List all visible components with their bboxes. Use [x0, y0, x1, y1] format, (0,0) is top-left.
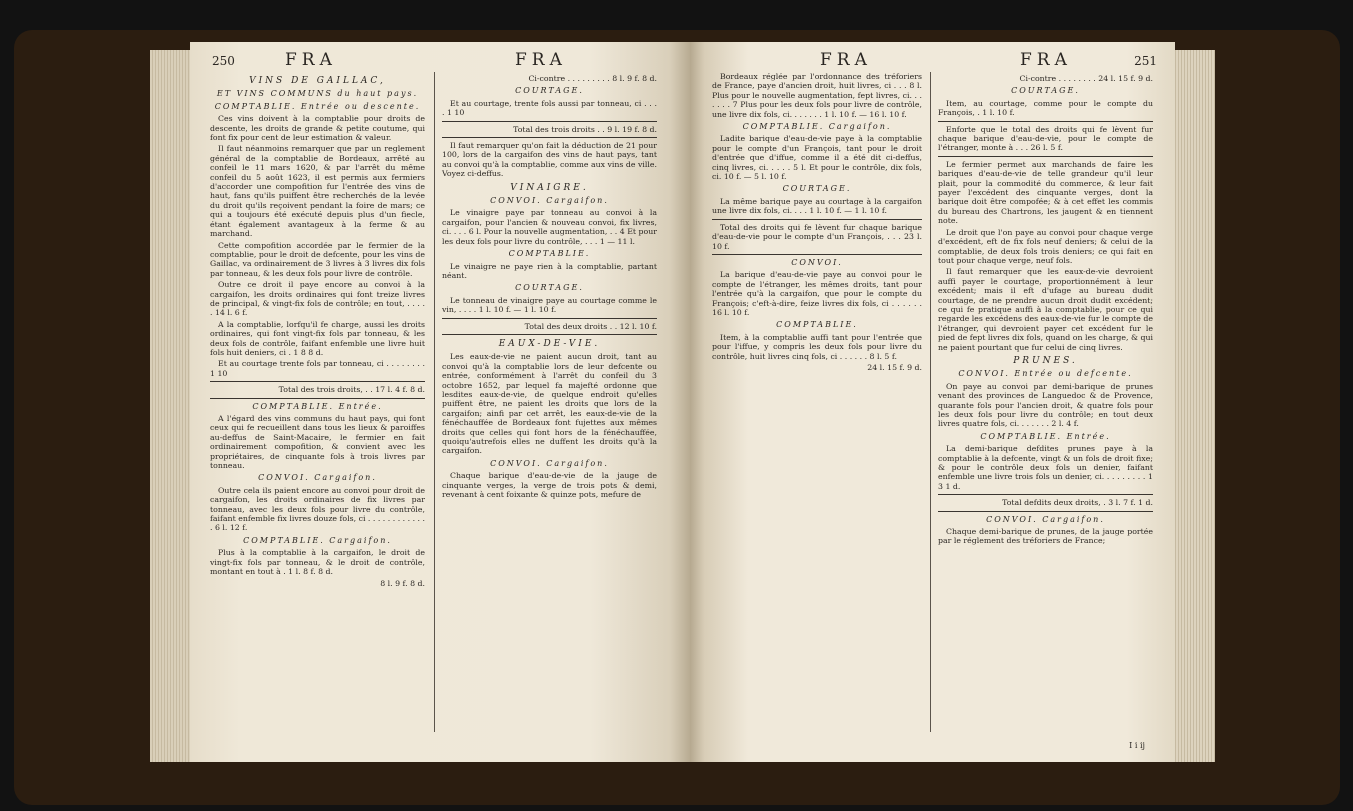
page-edges-left	[150, 50, 192, 762]
left-column-2	[442, 72, 657, 501]
section-subtitle: COMPTABLIE.	[776, 320, 858, 330]
paragraph: Bordeaux réglée par l'ordonnance des tréforiers de France, paye d'ancien droit, huit livres, ci . . . 8 l. Plus pour le nouvelle augmentation, fept livres, ci. . . . . . . 7 Plus pour les deux fols pour livre de contrôle, une livre dix fols, ci. . . . . . . 1 l. 10 f. — 16 l. 10 f.	[712, 72, 922, 119]
paragraph: Et au courtage trente fols par tonneau, ci . . . . . . . . 1 10	[210, 359, 425, 378]
running-head: FRA	[820, 50, 872, 70]
paragraph: Chaque barique d'eau-de-vie de la jauge de cinquante verges, la verge de trois pots & demi, revenant à cent foixante & quinze pots, mefure de	[442, 471, 657, 500]
rule	[938, 511, 1153, 512]
paragraph: Il faut remarquer qu'on fait la déduction de 21 pour 100, lors de la cargaifon des vins de haut pays, tant au convoi qu'à la comptablie, comme aux vins de ville. Voyez ci-deffus.	[442, 141, 657, 179]
section-subtitle: CONVOI. Cargaifon.	[258, 473, 377, 483]
section-subtitle: COURTAGE.	[515, 86, 584, 96]
section-subtitle: COMPTABLIE.	[508, 249, 591, 259]
paragraph: Chaque demi-barique de prunes, de la jauge portée par le réglement des tréforiers de France;	[938, 527, 1153, 546]
paragraph: Le vinaigre ne paye rien à la comptablie, partant néant.	[442, 261, 657, 280]
left-column-1	[210, 72, 425, 590]
paragraph: La même barique paye au courtage à la cargaifon une livre dix fols, ci. . . . 1 l. 10 f. — 1 l. 10 f.	[712, 196, 922, 216]
section-subtitle: COMPTABLIE. Cargaifon.	[742, 122, 892, 132]
paragraph: Le vinaigre paye par tonneau au convoi à la cargaifon, pour l'ancien & nouveau convoi, fix livres, ci. . . . 6 l. Pour la nouvelle augmentation, . . 4 Et pour les deux fols pour livre du contrôle, . . . 1 — 11 l.	[442, 208, 657, 246]
paragraph: Outre ce droit il paye encore au convoi à la cargaifon, les droits ordinaires qui font treize livres de principal, & vingt-fix fols de contrôle; en tout, . . . . . 14 l. 6 f.	[210, 280, 425, 318]
paragraph: Ladite barique d'eau-de-vie paye à la comptablie pour le compte d'un François, tant pour le droit d'entrée que d'iffue, comme il a été dit ci-deffus, cinq livres, ci. . . . . 5 l. Et pour le contrôle, dix fols, ci. 10 f. — 5 l. 10 f.	[712, 134, 922, 182]
total-line: 8 l. 9 f. 8 d.	[380, 578, 425, 588]
paragraph: A la comptablie, lorfqu'il fe charge, aussi les droits ordinaires, qui font vingt-fix fols par tonneau, & les deux fols de contrôle, faifant enfemble une livre huit fols huit deniers, ci . 1 8 8 d.	[210, 319, 425, 357]
rule	[442, 137, 657, 138]
paragraph: Cette compofition accordée par le fermier de la comptablie, pour le droit de defcente, pour les vins de Gaillac, va ordinairement de 3 livres à 3 livres dix fols par tonneau, & les deux fols pour livre de contrôle.	[210, 240, 425, 278]
paragraph: Il faut néanmoins remarquer que par un reglement général de la comptablie de Bordeaux, arrêté au confeil le 11 mars 1620, & par l'arrêt du même confeil du 5 août 1623, il est permis aux fermiers d'accorder une compofition fur l'entrée des vins de haut, fans qu'ils puiffent être recherchés de la levée du droit qu'ils reçoivent pendant la foire de mars; ce qui a toujours été exécuté depuis plus d'un fiecle, étant également avantageux à la ferme & au marchand.	[210, 144, 425, 239]
rule	[210, 398, 425, 399]
section-subtitle: COMPTABLIE. Entrée.	[252, 401, 383, 411]
column-divider	[930, 72, 931, 732]
paragraph: Et au courtage, trente fols aussi par tonneau, ci . . . . 1 10	[442, 98, 657, 118]
paragraph: Outre cela ils paient encore au convoi pour droit de cargaifon, les droits ordinaires de fix livres par tonneau, avec les deux fols pour livre du contrôle, faifant enfemble fix livres douze fols, ci . . . . . . . . . . . . . 6 l. 12 f.	[210, 485, 425, 533]
section-title: EAUX-DE-VIE.	[498, 338, 601, 349]
paragraph: Plus à la comptablie à la cargaifon, le droit de vingt-fix fols par tonneau, & le droit de contrôle, montant en tout à . 1 l. 8 f. 8 d.	[210, 548, 425, 577]
page-edges-right	[1175, 50, 1215, 762]
right-page	[690, 42, 1175, 762]
column-divider	[434, 72, 435, 732]
paragraph: Ces vins doivent à la comptablie pour droits de descente, les droits de grande & petite coutume, qui font fix pour cent de leur estimation & valeur.	[210, 114, 425, 143]
page-number: 250	[212, 54, 235, 68]
section-subtitle: CONVOI. Cargaifon.	[490, 458, 609, 468]
rule	[938, 494, 1153, 495]
paragraph: La barique d'eau-de-vie paye au convoi pour le compte de l'étranger, les mêmes droits, tant pour l'entrée qu'à la cargaifon, que pour le compte du François; c'eft-à-dire, feize livres dix fols, ci . . . . . . 16 l. 10 f.	[712, 270, 922, 317]
running-head: FRA	[515, 50, 567, 70]
paragraph: Les eaux-de-vie ne paient aucun droit, tant au convoi qu'à la comptablie lors de leur defcente ou entrée, conformément à l'arrêt du confeil du 3 octobre 1652, par lequel fa majefté ordonne que lesdites eaux-de-vie, de quelque endroit qu'elles puiffent être, ne paient les droits que lors de la cargaifon; ainfi par cet arrêt, les eaux-de-vie de la fénéchauffée de Bordeaux font fujettes aux mêmes droits que celles qui font hors de la fénéchauffée, quoiqu'autrefois elles ne duffent les droits qu'à la cargaifon.	[442, 352, 657, 456]
paragraph: Item, au courtage, comme pour le compte du François, . 1 l. 10 f.	[938, 98, 1153, 118]
paragraph: La demi-barique defdites prunes paye à la comptablie à la defcente, vingt & un fols de droit fixe; & pour le contrôle deux fols un denier, faifant enfemble une livre trois fols un denier, ci. . . . . . . . . 1 3 1 d.	[938, 444, 1153, 491]
section-subtitle: COMPTABLIE. Cargaifon.	[243, 535, 392, 545]
total-line: Total des deux droits . . 12 l. 10 f.	[524, 321, 657, 331]
rule	[210, 381, 425, 382]
rule	[938, 121, 1153, 122]
right-column-2	[938, 72, 1153, 548]
paragraph: Le droit que l'on paye au convoi pour chaque verge d'excédent, eft de fix fols neuf deniers; & celui de la comptablie, de deux fols trois deniers; ce qui fait en tout pour chaque verge, neuf fols.	[938, 227, 1153, 265]
total-line: Total defdits deux droits, . 3 l. 7 f. 1 d.	[1002, 498, 1153, 508]
paragraph: Total des droits qui fe lèvent fur chaque barique d'eau-de-vie pour le compte d'un François, . . . 23 l. 10 f.	[712, 222, 922, 251]
section-subtitle: COMPTABLIE. Entrée.	[980, 431, 1111, 441]
rule	[712, 254, 922, 255]
paragraph: Il faut remarquer que les eaux-de-vie devroient auffi payer le courtage, proportionnément à leur excédent; mais il eft d'ufage au bureau dudit courtage, de ne prendre aucun droit dudit excédent; ce qui fe pratique auffi à la comptablie, pour ce qui regarde les excédens des eaux-de-vie fur le compte de l'étranger, qui devroient payer cet excédent fur le pied de fept livres dix fols, quand on les charge, & qui ne paient pourtant que fur celui de cinq livres.	[938, 267, 1153, 352]
paragraph: Le tonneau de vinaigre paye au courtage comme le vin, . . . . 1 l. 10 f. — 1 l. 10 f.	[442, 295, 657, 315]
section-subtitle: CONVOI. Cargaifon.	[986, 514, 1105, 524]
total-line: 24 l. 15 f. 9 d.	[867, 362, 922, 372]
section-subtitle: CONVOI. Entrée ou defcente.	[958, 369, 1133, 379]
paragraph: Le fermier permet aux marchands de faire les bariques d'eau-de-vie de telle grandeur qu'il leur plait, pour la commodité du commerce, & leur fait payer l'excédent des cinquante verges, dont la barique doit être compofée; & à cet effet les commis du bureau des Chartrons, les jaugent & en tiennent note.	[938, 159, 1153, 226]
rule	[938, 156, 1153, 157]
page-number: 251	[1134, 54, 1157, 68]
carry-over: Ci-contre . . . . . . . . . 8 l. 9 f. 8 d.	[528, 74, 657, 83]
rule	[442, 334, 657, 335]
right-column-1	[712, 72, 922, 374]
paragraph: Item, à la comptablie auffi tant pour l'entrée que pour l'iffue, y compris les deux fols pour livre du contrôle, huit livres cinq fols, ci . . . . . . 8 l. 5 f.	[712, 332, 922, 361]
section-title: VINAIGRE.	[510, 182, 589, 193]
paragraph: A l'égard des vins communs du haut pays, qui font ceux qui fe recueillent dans tous les lieux & paroiffes au-deffus de Saint-Macaire, le fermier en fait ordinairement compofition, & convient avec les propriétaires, de cinquante fols à trois livres par tonneau.	[210, 414, 425, 471]
left-page	[190, 42, 690, 762]
signature-mark: I i ij	[1129, 741, 1145, 750]
paragraph: Enforte que le total des droits qui fe lèvent fur chaque barique d'eau-de-vie, pour le compte de l'étranger, monte à . . . 26 l. 5 f.	[938, 124, 1153, 153]
section-subtitle: CONVOI.	[791, 257, 843, 267]
section-subtitle: COURTAGE.	[1011, 86, 1080, 96]
rule	[712, 219, 922, 220]
section-subtitle: COURTAGE.	[515, 283, 584, 293]
running-head: FRA	[1020, 50, 1072, 70]
paragraph: On paye au convoi par demi-barique de prunes venant des provinces de Languedoc & de Provence, quarante fols pour l'ancien droit, & quatre fols pour les deux fols pour livre du contrôle; en tout deux livres quatre fols, ci. . . . . . . 2 l. 4 f.	[938, 381, 1153, 429]
running-head: FRA	[285, 50, 337, 70]
total-line: Total des trois droits . . 9 l. 19 f. 8 d.	[513, 124, 657, 134]
section-subtitle: COMPTABLIE. Entrée ou descente.	[214, 101, 421, 111]
section-title: VINS DE GAILLAC,	[249, 76, 386, 86]
carry-over: Ci-contre . . . . . . . . 24 l. 15 f. 9 d.	[1019, 74, 1153, 83]
section-subtitle: COURTAGE.	[782, 184, 852, 194]
section-subtitle: ET VINS COMMUNS du haut pays.	[216, 89, 419, 99]
section-title: PRUNES.	[1013, 355, 1078, 366]
section-subtitle: CONVOI. Cargaifon.	[490, 196, 609, 206]
total-line: Total des trois droits, . . 17 l. 4 f. 8 d.	[278, 385, 425, 395]
rule	[442, 121, 657, 122]
rule	[442, 318, 657, 319]
